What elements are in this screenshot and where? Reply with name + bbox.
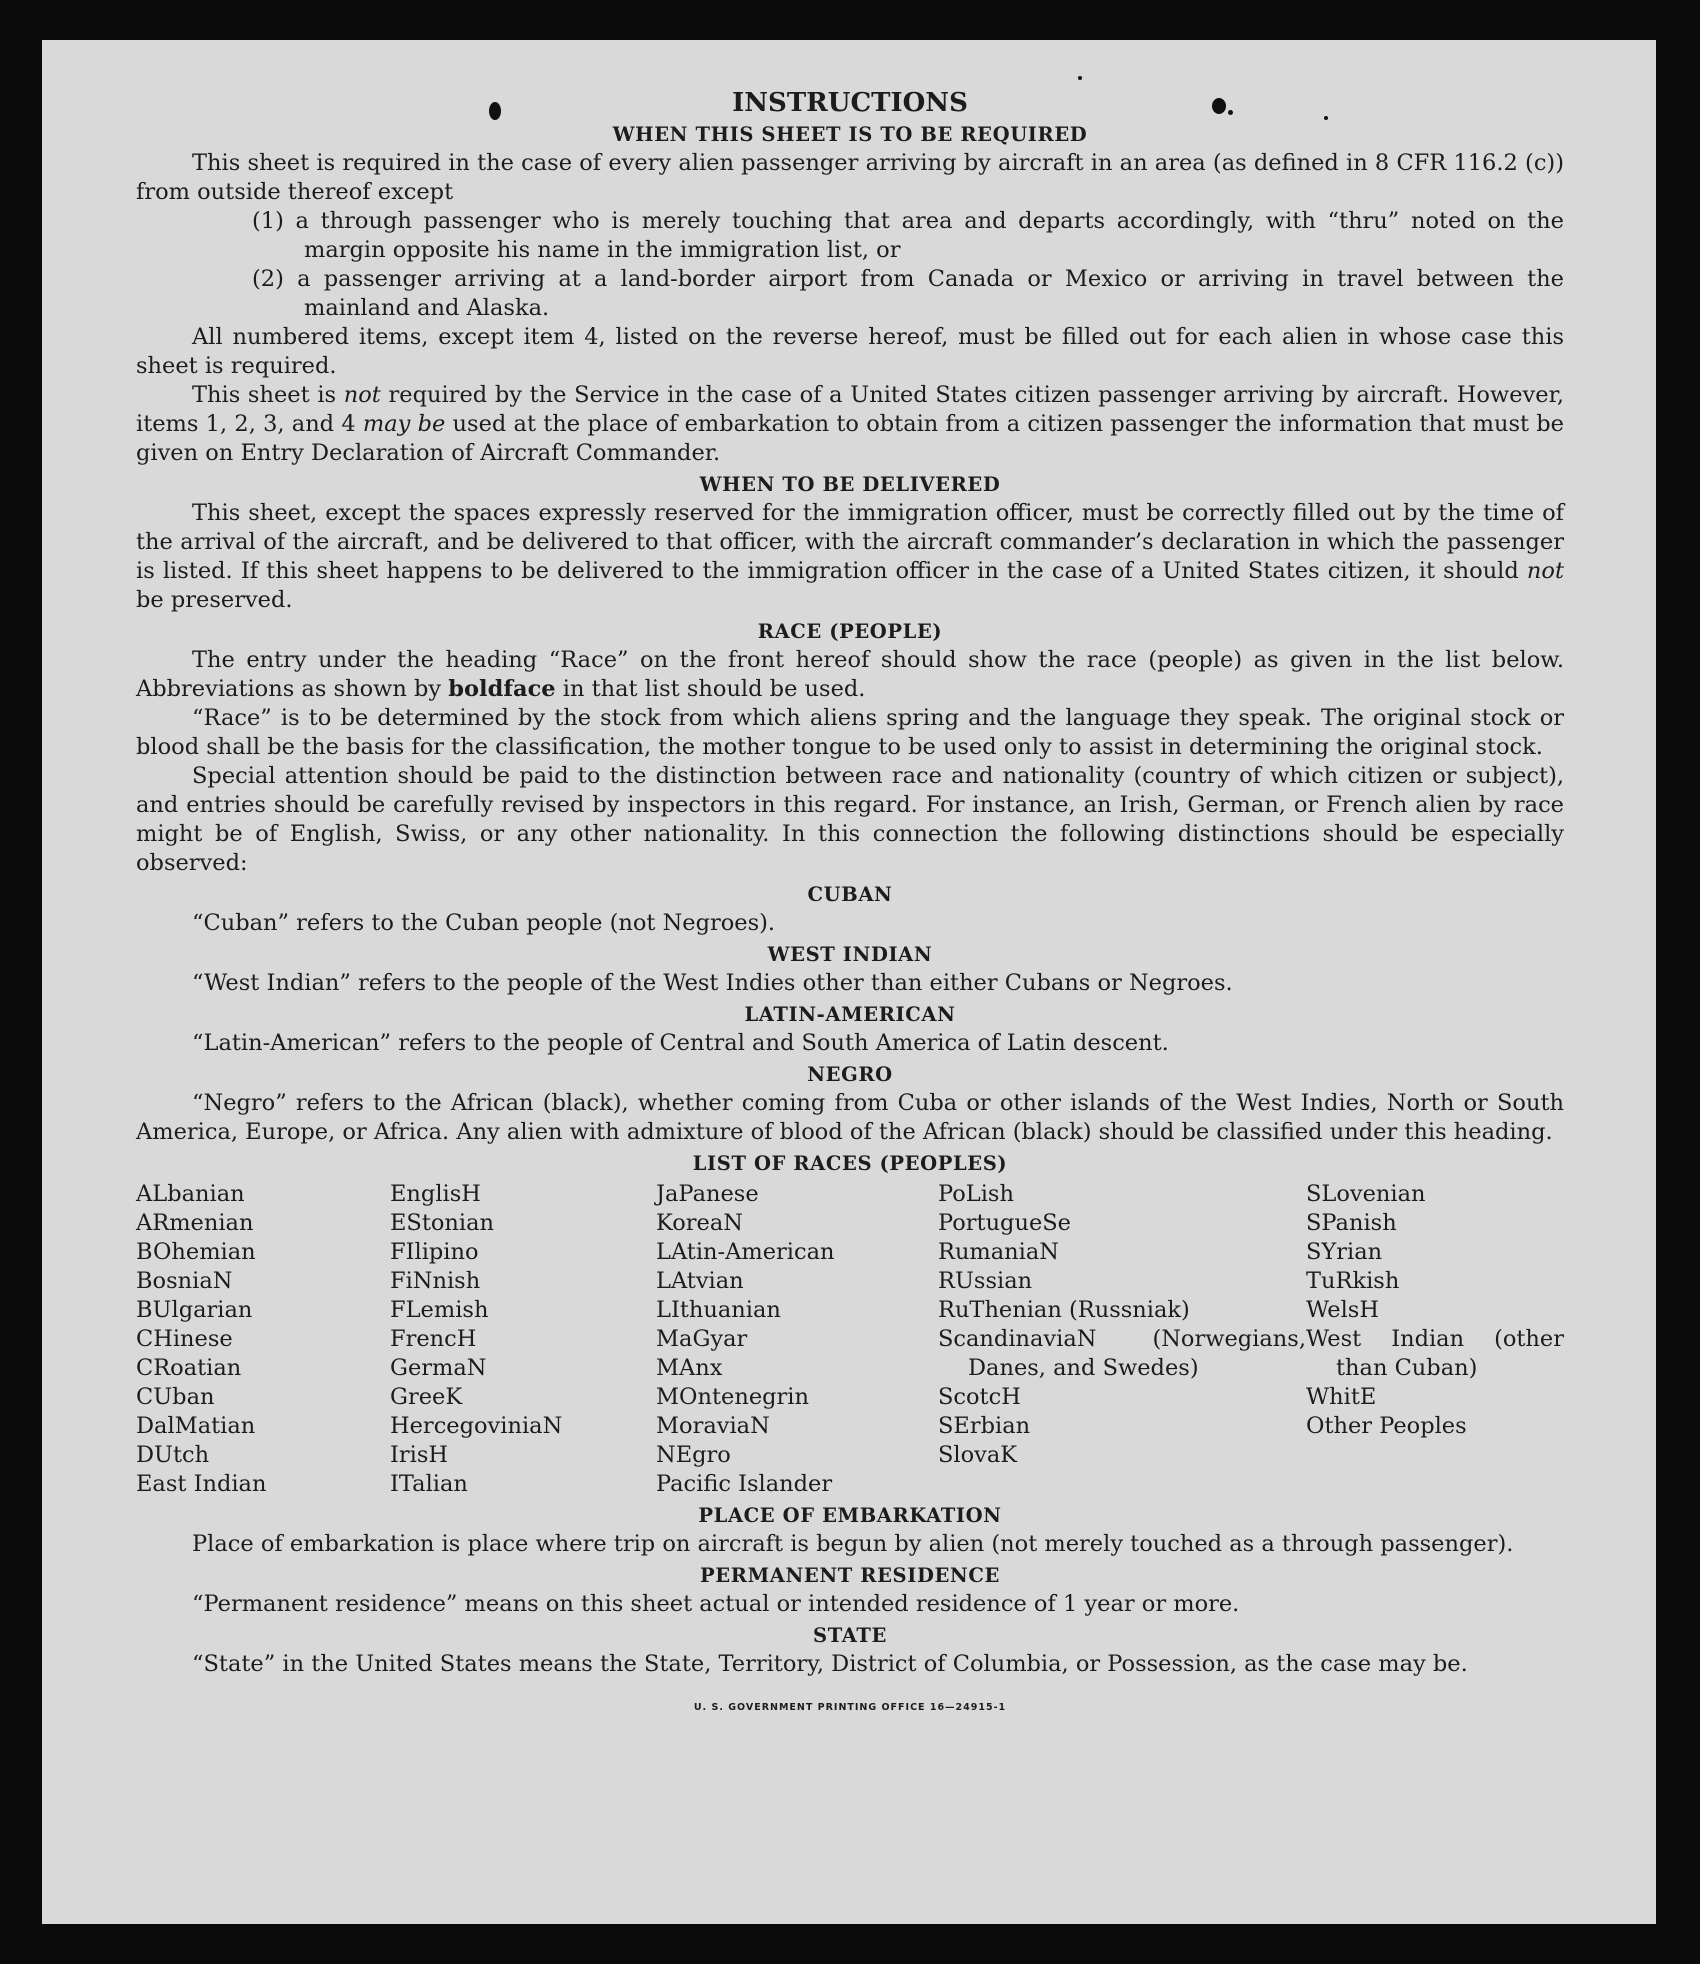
race-item: FiNnish	[390, 1268, 481, 1294]
race-item: RumaniaN	[938, 1239, 1059, 1265]
race-item: PoLish	[938, 1181, 1014, 1207]
text-run: The entry under the heading “Race” on the front hereof should show the race (people) as given in the list below. Abbreviations as shown by	[136, 647, 1564, 702]
heading-cuban: CUBAN	[807, 883, 893, 906]
race-item: BosniaN	[136, 1268, 233, 1294]
paragraph-permanent-residence: “Permanent residence” means on this sheet actual or intended residence of 1 year or more.	[192, 1591, 1240, 1617]
race-item: SYrian	[1306, 1239, 1383, 1265]
page-title: INSTRUCTIONS	[732, 88, 968, 118]
race-item: PortugueSe	[938, 1210, 1072, 1236]
paragraph-citizen	[136, 381, 1564, 468]
exception-item-2: (2) a passenger arriving at a land-border airport from Canada or Mexico or arriving in travel between the mainland and Alaska.	[252, 266, 1564, 321]
race-column-1	[136, 1180, 390, 1499]
race-item: DUtch	[136, 1442, 210, 1468]
race-item: ALbanian	[136, 1181, 245, 1207]
heading-when-delivered: WHEN TO BE DELIVERED	[699, 473, 1001, 496]
race-item: EnglisH	[390, 1181, 481, 1207]
race-item: Other Peoples	[1306, 1413, 1467, 1439]
race-item: ARmenian	[136, 1210, 254, 1236]
text-run: in that list should be used.	[555, 676, 866, 702]
race-item: LAtin-American	[656, 1239, 835, 1265]
printing-office-footer: U. S. GOVERNMENT PRINTING OFFICE 16—24915-1	[693, 1702, 1007, 1713]
race-item: MOntenegrin	[656, 1384, 809, 1410]
race-item: FrencH	[390, 1326, 477, 1352]
race-item: SlovaK	[938, 1442, 1018, 1468]
race-item: JaPanese	[656, 1181, 759, 1207]
text-run: required by the Service in the case of a United States citizen passenger arriving by aircraft. However, items 1, 2, 3, and 4	[136, 382, 1564, 437]
document-sheet	[42, 40, 1656, 1924]
race-column-4	[938, 1180, 1306, 1499]
paragraph-cuban: “Cuban” refers to the Cuban people (not Negroes).	[192, 910, 776, 936]
race-item: BUlgarian	[136, 1297, 253, 1323]
race-item: EStonian	[390, 1210, 495, 1236]
heading-west-indian: WEST INDIAN	[767, 943, 933, 966]
race-list	[136, 1180, 1564, 1499]
paragraph-race-nationality: Special attention should be paid to the distinction between race and nationality (country of which citizen or subject), and entries should be carefully revised by inspectors in this regard. For instance, an Irish, German, or French alien by race might be of English, Swiss, or any other nationality. In this connection the following distinctions should be especially observed:	[136, 763, 1564, 876]
race-item: HercegoviniaN	[390, 1413, 563, 1439]
text-run: This sheet is	[192, 382, 344, 408]
exception-item-1: (1) a through passenger who is merely touching that area and departs accordingly, with “thru” noted on the margin opposite his name in the immigration list, or	[252, 208, 1564, 263]
race-item: ITalian	[390, 1471, 468, 1497]
heading-embarkation: PLACE OF EMBARKATION	[698, 1504, 1002, 1527]
race-column-2	[390, 1180, 656, 1499]
race-item: MoraviaN	[656, 1413, 770, 1439]
race-item: WhitE	[1306, 1384, 1377, 1410]
heading-permanent-residence: PERMANENT RESIDENCE	[700, 1564, 1000, 1587]
race-item: DalMatian	[136, 1413, 256, 1439]
paragraph-embarkation: Place of embarkation is place where trip on aircraft is begun by alien (not merely touched as a through passenger).	[192, 1531, 1514, 1557]
race-item: SLovenian	[1306, 1181, 1426, 1207]
race-item: MAnx	[656, 1355, 723, 1381]
race-item: MaGyar	[656, 1326, 748, 1352]
paragraph-state: “State” in the United States means the State, Territory, District of Columbia, or Possession, as the case may be.	[192, 1651, 1468, 1677]
race-item: TuRkish	[1306, 1268, 1400, 1294]
heading-state: STATE	[813, 1624, 887, 1647]
race-item: LIthuanian	[656, 1297, 781, 1323]
race-item: BOhemian	[136, 1239, 256, 1265]
emphasis-not: not	[1526, 558, 1564, 584]
heading-list-of-races: LIST OF RACES (PEOPLES)	[692, 1152, 1008, 1175]
paragraph-delivery	[136, 499, 1564, 615]
race-item: RuThenian (Russniak)	[938, 1297, 1190, 1323]
race-item: West Indian (other than Cuban)	[1306, 1326, 1564, 1381]
race-item: KoreaN	[656, 1210, 743, 1236]
race-item: CUban	[136, 1384, 215, 1410]
race-item: WelsH	[1306, 1297, 1379, 1323]
race-item: IrisH	[390, 1442, 449, 1468]
race-item: ScandinaviaN (Norwegians, Danes, and Swedes)	[938, 1326, 1306, 1381]
paragraph-latin-american: “Latin-American” refers to the people of Central and South America of Latin descent.	[192, 1030, 1169, 1056]
heading-when-required: WHEN THIS SHEET IS TO BE REQUIRED	[612, 123, 1088, 146]
race-item: GermaN	[390, 1355, 487, 1381]
instructions-content	[136, 86, 1564, 1722]
paragraph-intro: This sheet is required in the case of every alien passenger arriving by aircraft in an area (as defined in 8 CFR 116.2 (c)) from outside thereof except	[136, 150, 1564, 205]
text-run: This sheet, except the spaces expressly reserved for the immigration officer, must be correctly filled out by the time of the arrival of the aircraft, and be delivered to that officer, with the aircraft commander’s declaration in which the passenger is listed. If this sheet happens to be delivered to the immigration officer in the case of a United States citizen, it should	[136, 500, 1564, 584]
ink-speck	[1078, 76, 1082, 80]
heading-negro: NEGRO	[807, 1063, 893, 1086]
race-item: East Indian	[136, 1471, 267, 1497]
race-item: LAtvian	[656, 1268, 744, 1294]
paragraph-west-indian: “West Indian” refers to the people of the West Indies other than either Cubans or Negroes.	[192, 970, 1233, 996]
emphasis-boldface: boldface	[448, 676, 556, 702]
race-item: FIlipino	[390, 1239, 479, 1265]
race-column-3	[656, 1180, 938, 1499]
race-item: SErbian	[938, 1413, 1031, 1439]
emphasis-may-be: may be	[362, 411, 446, 437]
emphasis-not: not	[343, 382, 381, 408]
text-run: be preserved.	[136, 587, 293, 613]
paragraph-race-entry	[136, 646, 1564, 704]
race-item: Pacific Islander	[656, 1471, 833, 1497]
race-item: FLemish	[390, 1297, 489, 1323]
race-item: ScotcH	[938, 1384, 1021, 1410]
race-item: GreeK	[390, 1384, 463, 1410]
heading-race: RACE (PEOPLE)	[757, 620, 943, 643]
text-run: used at the place of embarkation to obtain from a citizen passenger the information that must be given on Entry Declaration of Aircraft Commander.	[136, 411, 1564, 466]
heading-latin-american: LATIN-AMERICAN	[744, 1003, 956, 1026]
race-item: CHinese	[136, 1326, 233, 1352]
race-item: CRoatian	[136, 1355, 242, 1381]
paragraph-negro: “Negro” refers to the African (black), whether coming from Cuba or other islands of the West Indies, North or South America, Europe, or Africa. Any alien with admixture of blood of the African (black) should be classified under this heading.	[136, 1090, 1564, 1145]
paragraph-race-stock: “Race” is to be determined by the stock from which aliens spring and the language they speak. The original stock or blood shall be the basis for the classification, the mother tongue to be used only to assist in determining the original stock.	[136, 705, 1564, 760]
race-item: RUssian	[938, 1268, 1033, 1294]
paragraph-numbered-items: All numbered items, except item 4, listed on the reverse hereof, must be filled out for each alien in whose case this sheet is required.	[136, 324, 1564, 379]
race-column-5	[1306, 1180, 1564, 1499]
race-item: SPanish	[1306, 1210, 1397, 1236]
race-item: NEgro	[656, 1442, 731, 1468]
